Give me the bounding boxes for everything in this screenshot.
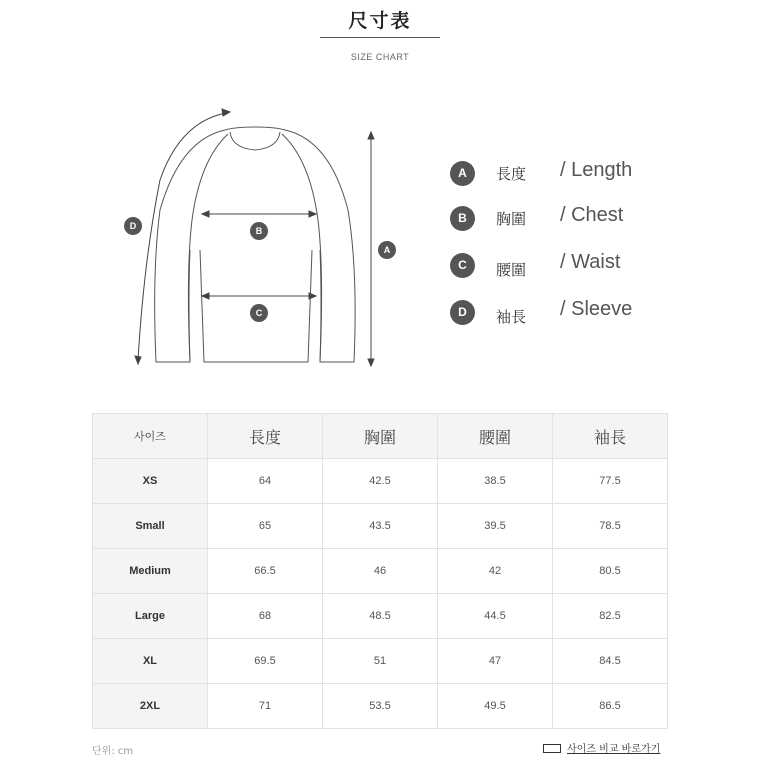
page-title: 尺寸表 [348, 10, 412, 32]
garment-diagram [120, 100, 410, 375]
value-cell: 51 [323, 639, 438, 684]
value-cell: 44.5 [438, 594, 553, 639]
size-compare-link[interactable] [543, 740, 660, 755]
legend-english: / Sleeve [560, 298, 633, 320]
marker-a-label: A [383, 245, 391, 255]
value-cell: 86.5 [553, 684, 668, 729]
value-cell: 49.5 [438, 684, 553, 729]
legend-item-length [450, 161, 710, 187]
table-header-row [93, 414, 668, 459]
legend-english: / Chest [560, 204, 624, 226]
value-cell: 39.5 [438, 504, 553, 549]
value-cell: 71 [208, 684, 323, 729]
marker-c-label: C [255, 308, 263, 318]
value-cell: 82.5 [553, 594, 668, 639]
value-cell: 80.5 [553, 549, 668, 594]
legend-name: 袖長 [496, 308, 527, 326]
legend-english: / Length [560, 159, 633, 181]
table-row [93, 504, 668, 549]
value-cell: 47 [438, 639, 553, 684]
legend-item-waist [450, 253, 710, 279]
header-waist: 腰圍 [438, 414, 553, 459]
value-cell: 48.5 [323, 594, 438, 639]
size-cell: 2XL [93, 684, 208, 729]
size-cell: XS [93, 459, 208, 504]
value-cell: 42 [438, 549, 553, 594]
size-cell: Large [93, 594, 208, 639]
value-cell: 46 [323, 549, 438, 594]
size-compare-label: 사이즈 비교 바로가기 [567, 744, 661, 755]
table-row [93, 594, 668, 639]
header-chest: 胸圍 [323, 414, 438, 459]
legend-badge: A [450, 161, 475, 186]
size-cell: XL [93, 639, 208, 684]
value-cell: 68 [208, 594, 323, 639]
value-cell: 38.5 [438, 459, 553, 504]
legend-item-sleeve [450, 300, 710, 326]
size-cell: Medium [93, 549, 208, 594]
legend-english: / Waist [560, 251, 621, 273]
header-sleeve: 袖長 [553, 414, 668, 459]
table-row [93, 639, 668, 684]
marker-d-label: D [129, 221, 137, 231]
marker-b-label: B [255, 226, 263, 236]
unit-note: 단위: cm [92, 746, 134, 757]
legend-name: 腰圍 [496, 261, 527, 279]
header-size: 사이즈 [93, 414, 208, 459]
value-cell: 64 [208, 459, 323, 504]
table-row [93, 684, 668, 729]
legend-name: 長度 [496, 165, 527, 183]
value-cell: 69.5 [208, 639, 323, 684]
ruler-icon [543, 744, 561, 753]
page-subtitle: SIZE CHART [350, 52, 410, 62]
value-cell: 78.5 [553, 504, 668, 549]
legend-name: 胸圍 [496, 210, 527, 228]
value-cell: 84.5 [553, 639, 668, 684]
header-length: 長度 [208, 414, 323, 459]
value-cell: 77.5 [553, 459, 668, 504]
table-row [93, 459, 668, 504]
legend-badge: D [450, 300, 475, 325]
size-table [92, 413, 668, 729]
value-cell: 65 [208, 504, 323, 549]
title-underline [320, 37, 440, 38]
value-cell: 43.5 [323, 504, 438, 549]
legend-badge: C [450, 253, 475, 278]
table-row [93, 549, 668, 594]
legend-item-chest [450, 206, 710, 232]
value-cell: 42.5 [323, 459, 438, 504]
size-cell: Small [93, 504, 208, 549]
legend-badge: B [450, 206, 475, 231]
value-cell: 66.5 [208, 549, 323, 594]
value-cell: 53.5 [323, 684, 438, 729]
